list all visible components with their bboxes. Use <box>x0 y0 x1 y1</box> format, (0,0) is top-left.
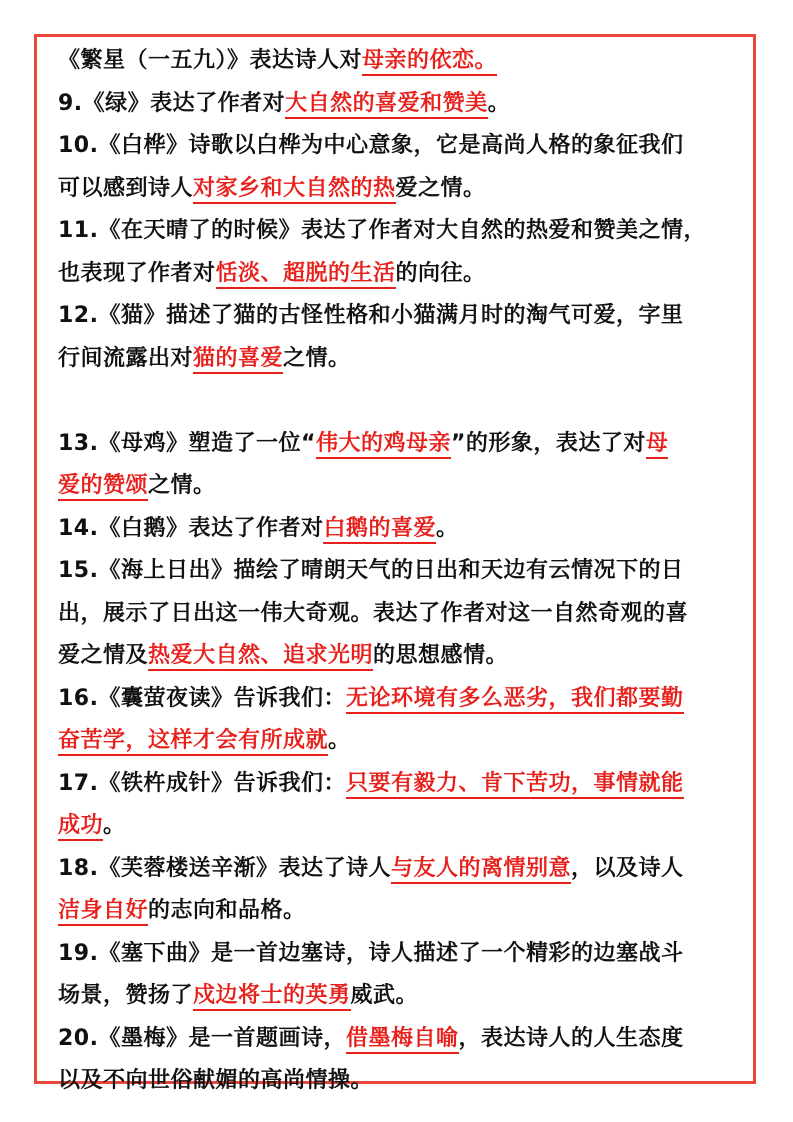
highlighted-answer: 成功 <box>58 813 103 841</box>
highlighted-answer: 恬淡、超脱的生活 <box>216 261 396 289</box>
text-line <box>58 295 758 338</box>
line-text: 出，展示了日出这一伟大奇观。表达了作者对这一自然奇观的喜 <box>58 600 689 626</box>
highlighted-answer: 对家乡和大自然的热 <box>193 176 396 204</box>
text-line <box>58 975 758 1018</box>
line-text: 可以感到诗人 <box>58 175 194 201</box>
line-text: 的思想感情。 <box>373 643 509 668</box>
highlighted-answer: 母亲的依恋。 <box>362 48 497 76</box>
highlighted-answer: 白鹅的喜爱 <box>323 516 436 544</box>
line-text: ”的形象，表达了对 <box>450 430 646 456</box>
line-text: 。 <box>487 90 511 116</box>
text-line <box>58 848 758 891</box>
line-text: 20.《墨梅》是一首题画诗， <box>58 1025 346 1051</box>
line-text: 也表现了作者对 <box>58 260 216 286</box>
text-line <box>58 1060 758 1103</box>
highlighted-answer: 与友人的离情别意 <box>391 856 571 884</box>
line-text: 13.《母鸡》塑造了一位“ <box>58 430 316 456</box>
text-line <box>58 593 758 636</box>
text-line <box>58 550 758 593</box>
highlighted-answer: 借墨梅自喻 <box>346 1026 459 1054</box>
line-text: 的向往。 <box>395 260 486 286</box>
line-text: 以及不向世俗献媚的高尚情操。 <box>58 1068 374 1093</box>
line-text: 18.《芙蓉楼送辛渐》表达了诗人 <box>58 855 391 881</box>
line-text: 《繁星（一五九）》表达诗人对 <box>58 48 363 73</box>
line-text: 19.《塞下曲》是一首边塞诗，诗人描述了一个精彩的边塞战斗 <box>58 940 684 966</box>
line-text: 10.《白桦》诗歌以白桦为中心意象，它是高尚人格的象征我们 <box>58 133 684 158</box>
line-text: 12.《猫》描述了猫的古怪性格和小猫满月时的淘气可爱，字里 <box>58 303 684 328</box>
text-line <box>58 508 758 551</box>
text-line <box>58 465 758 508</box>
text-line <box>58 83 758 126</box>
line-text: 行间流露出对 <box>58 345 194 371</box>
line-text: 爱之情及 <box>58 643 149 668</box>
text-line <box>58 168 758 211</box>
text-line <box>58 635 758 678</box>
line-text: 。 <box>328 728 351 753</box>
highlighted-answer: 大自然的喜爱和赞美 <box>285 91 488 119</box>
line-text: ，以及诗人 <box>571 855 684 881</box>
text-line <box>58 890 758 933</box>
line-text: 。 <box>103 813 126 838</box>
text-line <box>58 338 758 381</box>
text-line <box>58 933 758 976</box>
line-text: 14.《白鹅》表达了作者对 <box>58 515 324 541</box>
highlighted-answer: 母 <box>646 431 669 459</box>
text-line <box>58 210 758 253</box>
highlighted-answer: 猫的喜爱 <box>193 346 283 374</box>
blank-line <box>58 380 758 423</box>
line-text: 16.《囊萤夜读》告诉我们： <box>58 685 346 711</box>
line-text: 爱之情。 <box>395 175 486 201</box>
text-line <box>58 720 758 763</box>
text-line <box>58 1018 758 1061</box>
document-body <box>58 40 758 1103</box>
highlighted-answer: 爱的赞颂 <box>58 473 148 501</box>
line-text: 的志向和品格。 <box>148 898 306 923</box>
line-text: 场景，赞扬了 <box>58 983 194 1008</box>
highlighted-answer: 只要有毅力、肯下苦功，事情就能 <box>346 771 684 799</box>
highlighted-answer: 戍边将士的英勇 <box>193 983 351 1011</box>
line-text: ，表达诗人的人生态度 <box>458 1025 684 1051</box>
line-text: 9.《绿》表达了作者对 <box>58 90 286 116</box>
text-line <box>58 805 758 848</box>
highlighted-answer: 伟大的鸡母亲 <box>316 431 451 459</box>
text-line <box>58 40 758 83</box>
highlighted-answer: 奋苦学，这样才会有所成就 <box>58 728 328 756</box>
line-text: 威武。 <box>350 983 419 1008</box>
line-text: 17.《铁杵成针》告诉我们： <box>58 770 346 796</box>
line-text: 之情。 <box>283 345 351 371</box>
highlighted-answer: 洁身自好 <box>58 898 148 926</box>
highlighted-answer: 无论环境有多么恶劣，我们都要勤 <box>346 686 684 714</box>
text-line <box>58 423 758 466</box>
text-line <box>58 763 758 806</box>
highlighted-answer: 热爱大自然、追求光明 <box>148 643 373 671</box>
text-line <box>58 253 758 296</box>
line-text: 15.《海上日出》描绘了晴朗天气的日出和天边有云情况下的日 <box>58 558 684 583</box>
line-text: 。 <box>436 515 459 541</box>
text-line <box>58 125 758 168</box>
text-line <box>58 678 758 721</box>
line-text: 之情。 <box>148 473 216 498</box>
line-text: 11.《在天晴了的时候》表达了作者对大自然的热爱和赞美之情， <box>58 218 706 243</box>
